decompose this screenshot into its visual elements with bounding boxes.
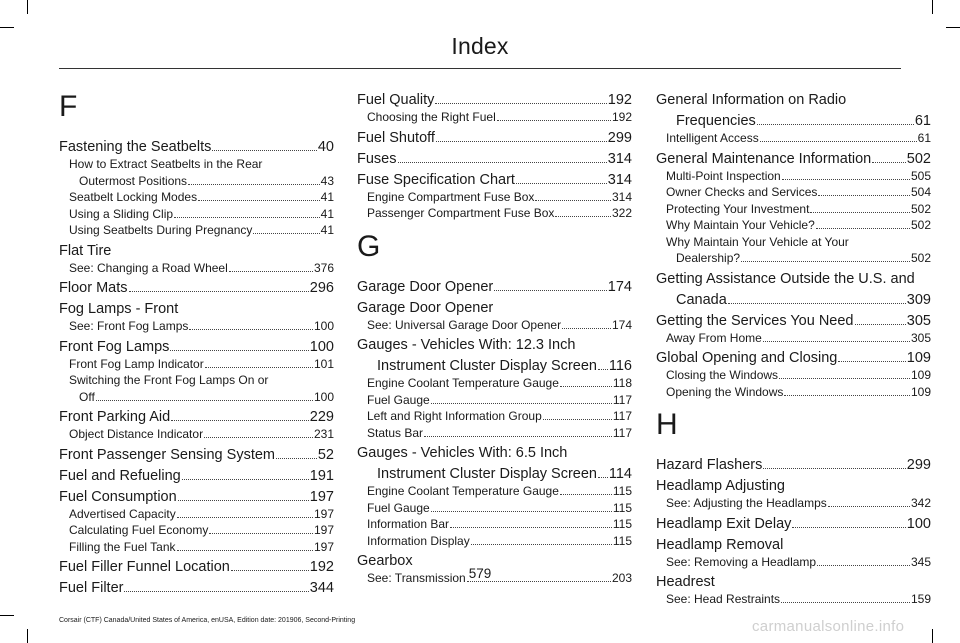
dot-leader (209, 533, 313, 534)
index-subentry (357, 425, 632, 442)
entry-text: Object Distance Indicator (69, 427, 204, 441)
entry-text: Outermost Positions (79, 173, 188, 188)
entry-text: Opening the Windows (666, 384, 784, 399)
index-subentry (357, 533, 632, 550)
entry-page: 174 (607, 278, 632, 295)
index-subentry (656, 234, 931, 251)
index-entry (357, 150, 632, 168)
entry-text: Frequencies (676, 113, 756, 129)
entry-page: 41 (320, 223, 334, 237)
entry-text: See: Removing a Headlamp (666, 554, 817, 569)
index-subentry (59, 506, 334, 523)
index-entry (59, 338, 334, 356)
dot-leader (781, 602, 910, 603)
entry-page: 203 (611, 571, 632, 585)
entry-text: Garage Door Opener (357, 299, 494, 316)
dot-leader (96, 400, 313, 401)
dot-leader (838, 361, 905, 362)
entry-text: Front Fog Lamps (59, 338, 170, 355)
dot-leader (424, 436, 612, 437)
dot-leader (782, 179, 910, 180)
page-title: Index (451, 33, 509, 59)
entry-text: Intelligent Access (666, 131, 759, 145)
dot-leader (204, 437, 313, 438)
entry-page: 342 (910, 496, 931, 510)
entry-page: 100 (313, 389, 334, 404)
index-entry (656, 477, 931, 495)
dot-leader (450, 527, 612, 528)
dot-leader (276, 458, 317, 459)
entry-text: Fuel Quality (357, 92, 435, 108)
dot-leader (543, 419, 612, 420)
index-entry (656, 91, 931, 109)
entry-text: Using a Sliding Clip (69, 206, 174, 221)
dot-leader (555, 216, 611, 217)
dot-leader (471, 544, 612, 545)
entry-page: 115 (612, 517, 632, 531)
entry-page: 117 (612, 425, 632, 440)
dot-leader (189, 329, 313, 330)
entry-text: Why Maintain Your Vehicle at Your (666, 234, 849, 249)
entry-text: Switching the Front Fog Lamps On or (69, 373, 269, 387)
section-letter: H (656, 408, 678, 441)
dot-leader (828, 506, 910, 507)
entry-page: 191 (309, 467, 334, 484)
crop-mark-top-left-v (27, 0, 28, 14)
entry-page: 502 (910, 201, 931, 216)
entry-text: Front Parking Aid (59, 409, 171, 425)
index-column-1 (59, 88, 334, 597)
index-subentry (59, 189, 334, 206)
dot-leader (198, 200, 320, 201)
index-subentry (656, 168, 931, 185)
entry-text: Calculating Fuel Economy (69, 523, 209, 537)
entry-text: Engine Compartment Fuse Box (367, 189, 535, 204)
entry-text: Information Display (367, 533, 470, 548)
entry-text: Flat Tire (59, 242, 112, 259)
index-entry (656, 536, 931, 554)
dot-leader (516, 183, 607, 184)
entry-text: Fuel and Refueling (59, 467, 181, 484)
index-subentry (357, 317, 632, 334)
entry-page: 192 (611, 110, 632, 124)
entry-page: 229 (309, 409, 334, 425)
index-subentry (357, 189, 632, 206)
entry-text: Using Seatbelts During Pregnancy (69, 223, 253, 237)
dot-leader (436, 141, 607, 142)
entry-text: Fuel Shutoff (357, 129, 435, 146)
dot-leader (205, 367, 313, 368)
entry-page: 109 (906, 350, 931, 366)
index-subentry (656, 201, 931, 218)
index-subentry (59, 426, 334, 443)
crop-mark-bottom-right-v (932, 629, 933, 643)
index-entry (656, 150, 931, 168)
entry-page: 115 (612, 500, 632, 515)
entry-text: Fuel Gauge (367, 392, 430, 407)
dot-leader (253, 233, 319, 234)
entry-text: Closing the Windows (666, 368, 779, 382)
entry-page: 309 (906, 291, 931, 308)
entry-text: Getting the Services You Need (656, 312, 854, 329)
dot-leader (728, 303, 906, 304)
index-entry (357, 91, 632, 109)
entry-text: Protecting Your Investment (666, 201, 810, 216)
entry-text: Fuses (357, 150, 397, 167)
entry-page: 118 (612, 376, 632, 390)
entry-page: 101 (313, 356, 334, 371)
index-entry (656, 312, 931, 330)
dot-leader (188, 184, 320, 185)
index-entry (59, 467, 334, 485)
entry-text: Fastening the Seatbelts (59, 139, 212, 155)
index-subentry (59, 260, 334, 277)
dot-leader (177, 550, 313, 551)
entry-text: Getting Assistance Outside the U.S. and (656, 270, 915, 287)
index-subentry (656, 130, 931, 147)
entry-page: 41 (320, 206, 334, 221)
dot-leader (435, 103, 606, 104)
dot-leader (171, 420, 309, 421)
entry-text: Left and Right Information Group (367, 409, 542, 423)
dot-leader (560, 386, 612, 387)
dot-leader (763, 468, 905, 469)
entry-text: Off (79, 389, 95, 404)
entry-text: Fuel Consumption (59, 488, 177, 505)
entry-text: Headlamp Exit Delay (656, 515, 792, 532)
entry-page: 502 (906, 150, 931, 167)
entry-page: 61 (917, 131, 931, 145)
entry-page: 192 (607, 92, 632, 108)
entry-page: 314 (607, 150, 632, 167)
entry-page: 116 (608, 358, 632, 374)
entry-text: Passenger Compartment Fuse Box (367, 206, 555, 220)
index-subentry (656, 250, 931, 267)
index-subentry (59, 222, 334, 239)
entry-text: Front Fog Lamp Indicator (69, 356, 204, 371)
entry-page: 345 (910, 554, 931, 569)
index-entry (357, 299, 632, 317)
dot-leader (757, 124, 914, 125)
dot-leader (760, 141, 917, 142)
entry-page: 100 (906, 515, 931, 532)
entry-page: 100 (313, 319, 334, 333)
index-entry (59, 408, 334, 426)
entry-text: Fuse Specification Chart (357, 171, 515, 188)
dot-leader (810, 212, 910, 213)
entry-text: Global Opening and Closing (656, 350, 838, 366)
crop-mark-top-right-h (946, 27, 960, 28)
index-subentry (656, 384, 931, 401)
entry-page: 109 (910, 368, 931, 382)
entry-text: General Information on Radio (656, 92, 847, 108)
entry-page: 314 (607, 171, 632, 188)
entry-page: 322 (611, 206, 632, 220)
entry-text: Floor Mats (59, 280, 128, 296)
entry-page: 109 (910, 384, 931, 399)
index-subentry (59, 372, 334, 389)
index-subentry (357, 375, 632, 392)
dot-leader (178, 500, 309, 501)
entry-page: 100 (309, 338, 334, 355)
entry-text: Engine Coolant Temperature Gauge (367, 376, 559, 390)
index-entry (656, 291, 931, 309)
entry-text: Gearbox (357, 553, 413, 569)
index-entry (59, 300, 334, 318)
index-subentry (656, 217, 931, 234)
index-entry (59, 242, 334, 260)
section-letter: F (59, 90, 78, 123)
entry-page: 43 (320, 173, 334, 188)
entry-page: 305 (910, 330, 931, 345)
entry-page: 505 (910, 168, 931, 183)
dot-leader (182, 479, 309, 480)
entry-text: Status Bar (367, 425, 424, 440)
entry-text: Canada (676, 291, 727, 308)
crop-mark-bottom-left-h (0, 615, 14, 616)
index-entry (357, 357, 632, 375)
dot-leader (229, 271, 313, 272)
index-entry (59, 579, 334, 597)
dot-leader (170, 350, 308, 351)
index-subentry (656, 330, 931, 347)
dot-leader (560, 494, 612, 495)
entry-text: See: Changing a Road Wheel (69, 260, 228, 275)
dot-leader (816, 228, 910, 229)
index-subentry (59, 539, 334, 556)
index-subentry (59, 522, 334, 539)
index-column-3 (656, 88, 931, 608)
entry-page: 504 (910, 185, 931, 199)
dot-leader (779, 378, 910, 379)
index-entry (357, 465, 632, 483)
entry-text: Owner Checks and Services (666, 185, 818, 199)
index-entry (656, 349, 931, 367)
index-subentry (357, 408, 632, 425)
entry-text: Gauges - Vehicles With: 12.3 Inch (357, 337, 576, 353)
index-column-2 (357, 88, 632, 587)
dot-leader (467, 581, 611, 582)
entry-page: 197 (313, 523, 334, 537)
entry-page: 299 (906, 457, 931, 473)
entry-text: Fuel Filler Funnel Location (59, 559, 230, 575)
index-subentry (656, 591, 931, 608)
index-entry (357, 336, 632, 354)
page-number: 579 (468, 566, 492, 581)
entry-page: 174 (611, 317, 632, 332)
entry-text: General Maintenance Information (656, 150, 872, 167)
entry-text: See: Universal Garage Door Opener (367, 317, 562, 332)
dot-leader (784, 395, 910, 396)
entry-text: Choosing the Right Fuel (367, 110, 496, 124)
entry-page: 197 (313, 539, 334, 554)
index-subentry (59, 173, 334, 190)
entry-text: Front Passenger Sensing System (59, 446, 275, 463)
entry-page: 197 (313, 506, 334, 521)
entry-page: 41 (320, 190, 334, 204)
index-entry (656, 515, 931, 533)
entry-text: See: Head Restraints (666, 592, 781, 606)
index-subentry (656, 367, 931, 384)
dot-leader (497, 120, 611, 121)
dot-leader (535, 200, 611, 201)
entry-page: 231 (313, 427, 334, 441)
dot-leader (177, 517, 313, 518)
entry-page: 159 (910, 592, 931, 606)
index-entry (59, 446, 334, 464)
index-subentry (357, 500, 632, 517)
entry-text: Seatbelt Locking Modes (69, 190, 198, 204)
section-letter: G (357, 229, 381, 263)
index-entry (357, 278, 632, 296)
index-subentry (59, 156, 334, 173)
index-subentry (656, 495, 931, 512)
watermark: carmanualsonline.info (752, 618, 905, 635)
edition-footer: Corsair (CTF) Canada/United States of America, enUSA, Edition date: 201906, Second-Printing (59, 617, 356, 624)
entry-text: Why Maintain Your Vehicle? (666, 218, 815, 232)
dot-leader (494, 290, 607, 291)
dot-leader (129, 291, 309, 292)
entry-page: 192 (309, 559, 334, 575)
dot-leader (741, 261, 910, 262)
entry-text: Hazard Flashers (656, 457, 763, 473)
crop-mark-bottom-left-v (27, 629, 28, 643)
index-entry (59, 138, 334, 156)
dot-leader (792, 527, 905, 528)
entry-text: Away From Home (666, 330, 762, 345)
index-entry (59, 279, 334, 297)
entry-text: How to Extract Seatbelts in the Rear (69, 157, 263, 171)
entry-page: 502 (910, 218, 931, 232)
dot-leader (398, 162, 607, 163)
entry-text: Garage Door Opener (357, 278, 494, 295)
entry-text: Headlamp Removal (656, 536, 784, 553)
entry-page: 376 (313, 260, 334, 275)
dot-leader (562, 328, 611, 329)
entry-page: 314 (611, 189, 632, 204)
index-subentry (357, 205, 632, 222)
entry-page: 40 (317, 139, 334, 155)
index-entry (656, 112, 931, 130)
entry-page: 114 (608, 466, 632, 482)
index-entry (656, 270, 931, 288)
dot-leader (212, 150, 317, 151)
entry-page: 115 (612, 484, 632, 498)
entry-text: Headrest (656, 574, 715, 590)
entry-page: 61 (914, 113, 931, 129)
entry-page: 305 (906, 312, 931, 329)
entry-page: 502 (910, 251, 931, 265)
index-entry (59, 488, 334, 506)
entry-page: 115 (612, 533, 632, 548)
crop-mark-top-right-v (932, 0, 933, 14)
index-subentry (357, 109, 632, 126)
index-subentry (357, 516, 632, 533)
dot-leader (855, 324, 906, 325)
index-subentry (357, 483, 632, 500)
entry-text: Filling the Fuel Tank (69, 539, 176, 554)
dot-leader (598, 369, 608, 370)
entry-page: 197 (309, 488, 334, 505)
dot-leader (872, 162, 906, 163)
entry-page: 52 (317, 446, 334, 463)
crop-mark-top-left-h (0, 27, 14, 28)
index-subentry (59, 206, 334, 223)
entry-page: 117 (612, 409, 632, 423)
dot-leader (431, 511, 612, 512)
index-subentry (357, 392, 632, 409)
entry-text: See: Transmission (367, 571, 466, 585)
entry-text: Fog Lamps - Front (59, 301, 179, 317)
entry-page: 117 (612, 392, 632, 407)
entry-text: Information Bar (367, 517, 450, 531)
entry-page: 296 (309, 280, 334, 296)
entry-text: Headlamp Adjusting (656, 478, 785, 494)
index-subentry (59, 318, 334, 335)
entry-text: Instrument Cluster Display Screen (377, 466, 597, 482)
index-subentry (656, 184, 931, 201)
entry-text: Instrument Cluster Display Screen (377, 358, 597, 374)
dot-leader (174, 217, 320, 218)
index-subentry (59, 389, 334, 406)
entry-page: 344 (309, 580, 334, 596)
entry-text: Advertised Capacity (69, 506, 176, 521)
dot-leader (431, 403, 612, 404)
entry-text: Engine Coolant Temperature Gauge (367, 484, 559, 498)
entry-text: See: Adjusting the Headlamps (666, 496, 827, 510)
entry-page: 299 (607, 129, 632, 146)
dot-leader (598, 477, 608, 478)
entry-text: Dealership? (676, 251, 741, 265)
header-divider (59, 68, 901, 69)
dot-leader (124, 591, 308, 592)
index-entry (357, 129, 632, 147)
entry-text: Gauges - Vehicles With: 6.5 Inch (357, 445, 568, 461)
index-subentry (59, 356, 334, 373)
index-entry (656, 456, 931, 474)
entry-text: See: Front Fog Lamps (69, 319, 189, 333)
dot-leader (818, 195, 910, 196)
entry-text: Fuel Gauge (367, 500, 430, 515)
entry-text: Multi-Point Inspection (666, 168, 781, 183)
dot-leader (763, 341, 910, 342)
index-entry (357, 444, 632, 462)
index-entry (357, 171, 632, 189)
entry-text: Fuel Filter (59, 580, 124, 596)
